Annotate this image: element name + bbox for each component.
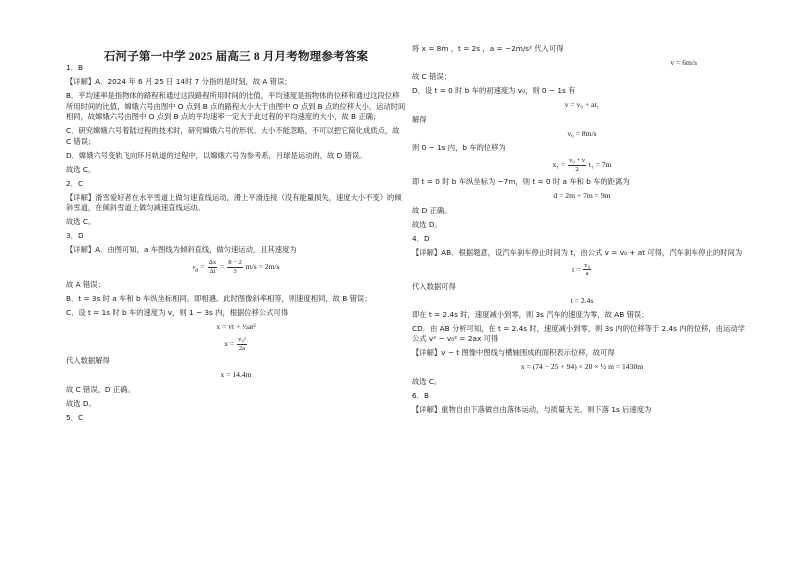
q3-option-c: C．设 t = 1s 时 b 车的速度为 v，则 1 ~ 3s 内，根据位移公式可得 — [66, 307, 289, 317]
time-line: 即在 t = 2.4s 时，速度减小到零，则 3s 汽车的速度为零，故 AB 错误； — [412, 310, 649, 320]
q2-answer: 2．C — [66, 178, 84, 188]
stop-time-equation: t = $\frac{\text{v₀}}{a}$ — [572, 261, 590, 278]
initial-velocity-result: v₀ = 8m/s — [567, 128, 597, 138]
q1-option-c: C．研究嫦娥六号着陆过程的技术时，研究嫦娥六号的形状、大小不能忽略，不可以把它简化成质点，故 C 错误； — [66, 126, 400, 146]
q3-choice: 故选 D。 — [66, 398, 96, 408]
fraction: $\frac{\text{v₀}}{a}$ — [584, 261, 590, 278]
solve-label: 解得 — [412, 114, 427, 124]
displacement-equation: x₁ = $\frac{\text{v₀ + v}}{2}$ t₁ = 7m — [552, 157, 612, 173]
distance-line: 即 t = 0 时 b 车纵坐标为 −7m，则 t = 0 时 a 车和 b 车的距离为 — [412, 177, 630, 187]
substitute-line: 将 x = 8m ，t = 2s ，a = −2m/s² 代入可得 — [412, 44, 564, 53]
q1-choice: 故选 C。 — [66, 164, 96, 174]
q4-answer: 4．D — [412, 233, 430, 243]
q3-c-wrong: 故 C 错误，D 正确。 — [66, 384, 135, 394]
q6-answer: 6．B — [412, 390, 429, 400]
c-wrong: 故 C 错误； — [412, 72, 451, 82]
displacement-line: 则 0 ~ 1s 内，b 车的位移为 — [412, 143, 506, 153]
q2-choice: 故选 C。 — [66, 217, 96, 227]
q3-answer: 3．D — [66, 231, 84, 241]
q1-option-d: D．嫦娥六号变轨飞向环月轨道的过程中，以嫦娥六号为参考系，月球是运动的，故 D 错误。 — [66, 150, 367, 160]
fraction: $\frac{\text{v₀²}}{2a}$ — [238, 336, 246, 352]
q2-detail: 【详解】滑雪爱好者在水平雪道上做匀速直线运动，滑上平滑连接（没有能量损失，速度大小不变）的倾斜雪道，在倾斜雪道上做匀减速直线运动。 — [66, 192, 402, 213]
q3-displacement-equation: x = vt + ½at² — [216, 321, 256, 331]
q3-result: x = 14.4m — [220, 370, 252, 380]
distance-equation: d = 2m + 7m = 9m — [553, 191, 611, 201]
q4-option-ab: 【详解】AB．根据题意，设汽车刹车停止时间为 t，由公式 v = v₀ + at 可得，汽车刹车停止的时间为 — [412, 247, 743, 257]
stop-time-result: t = 2.4s — [570, 295, 594, 305]
option-cd-line: CD．由 AB 分析可知，在 t = 2.4s 时，速度减小到零，则 3s 内的位移等于 2.4s 内的位移，由运动学公式 v² − v₀² = 2ax 可得 — [412, 324, 745, 344]
left-column — [66, 0, 406, 427]
q3-velocity-squared-equation: x = $\frac{\text{v₀²}}{2a}$ — [224, 336, 246, 352]
q6-detail: 【详解】重物自由下落做自由落体运动，与质量无关，则下落 1s 后速度为 — [412, 404, 652, 414]
velocity-result: v = 6m/s — [670, 58, 697, 67]
fraction: $\frac{8 - 2}{3}$ — [228, 259, 242, 275]
q3-substitute: 代入数据解得 — [66, 356, 110, 366]
q4-choice: 故选 C。 — [412, 376, 442, 386]
d-correct: 故 D 正确。 — [412, 205, 452, 215]
q3-option-b: B．t = 3s 时 a 车和 b 车纵坐标相同，即相遇。此时图像斜率相等，则速度相同，故 B 错误； — [66, 293, 372, 303]
right-column — [412, 44, 752, 419]
q3-option-a: 【详解】A．由图可知，a 车图线为倾斜直线，做匀速运动，且其速度为 — [66, 245, 297, 255]
q3-a-wrong: 故 A 错误； — [66, 279, 105, 289]
graph-area-line: 【详解】v − t 图像中图线与横轴围成的面积表示位移，故可得 — [412, 348, 615, 358]
fraction: $\frac{\Delta x}{\Delta t}$ — [208, 259, 217, 275]
q1-answer: 1．B — [66, 63, 83, 73]
q3-choice-right: 故选 D。 — [412, 219, 442, 229]
q5-answer: 5．C — [66, 412, 84, 422]
document-title: 石河子第一中学 2025 届高三 8 月月考物理参考答案 — [103, 51, 369, 63]
velocity-equation: v = v₀ + at₁ — [564, 100, 600, 110]
q1-option-a: 【详解】A．2024 年 6 月 25 日 14时 7 分指的是时刻，故 A 错误； — [66, 77, 292, 87]
substitute-label: 代入数据可得 — [412, 281, 456, 291]
q3-velocity-equation: $v_a$ = $\frac{\Delta x}{\Delta t}$ = $\frac{8 - 2}{3}$ m/s = 2m/s — [192, 259, 280, 275]
area-equation: x = (74 − 25 + 94) × 20 × ½ m = 1430m — [520, 362, 644, 372]
fraction: $\frac{\text{v₀ + v}}{2}$ — [569, 157, 585, 173]
option-d-line: D．设 t = 0 时 b 车的初速度为 v₀，则 0 ~ 1s 有 — [412, 86, 576, 96]
q1-option-b: B．平均速率是指物体的路程和通过这段路程所用时间的比值，平均速度是指物体的位移和通过这段位移所用时间的比值，嫦娥六号由图中 O 点到 B 点的路程大小大于由图中 O 点到 B 点的位移大小，运动时间相同，故嫦娥六号由图中 O 点到 B 点的平均速率一定大于此过程的平均速度的大小，故 B 正确； — [66, 91, 406, 122]
